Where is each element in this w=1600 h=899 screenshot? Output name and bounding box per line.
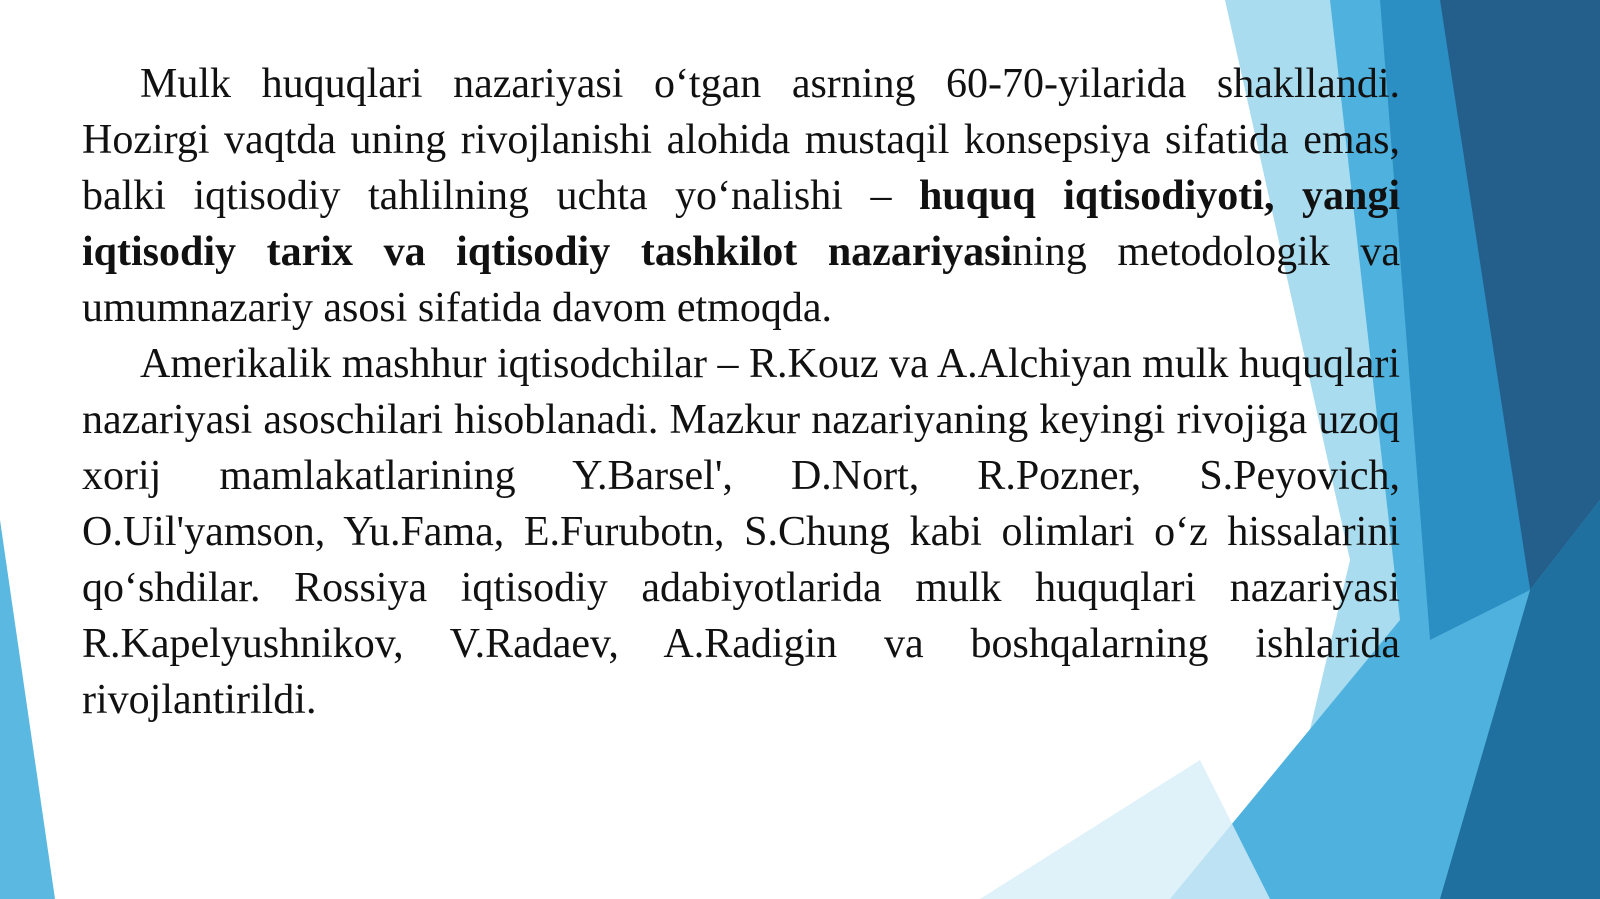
paragraph-1 [82, 56, 1400, 336]
paragraph-1-text-end: ning metodologik va umumnazariy asosi sifatida davom etmoqda. [82, 229, 1400, 331]
text-content [82, 56, 1400, 728]
paragraph-1-bold-text: huquq iqtisodiyoti, yangi iqtisodiy tarix va iqtisodiy tashkilot nazariyasi [82, 173, 1400, 275]
paragraph-2: Amerikalik mashhur iqtisodchilar – R.Kouz va A.Alchiyan mulk huquqlari nazariyasi asoschilari hisoblanadi. Mazkur nazariyaning keyingi rivojiga uzoq xorij mamlakatlarining Y.Barsel', D.Nort, R.Pozner, S.Peyovich, O.Uil'yamson, Yu.Fama, E.Furubotn, S.Chung kabi olimlari o‘z hissalarini qo‘shdilar. Rossiya iqtisodiy adabiyotlarida mulk huquqlari nazariyasi R.Kapelyushnikov, V.Radaev, A.Radigin va boshqalarning ishlarida rivojlantirildi. [82, 341, 1400, 723]
left-edge-shape [0, 520, 55, 899]
right-facet-bottom-light [980, 760, 1270, 899]
paragraph-1-text: Mulk huquqlari nazariyasi o‘tgan asrning 60-70-yilarida shakllandi. Hozirgi vaqtda uning rivojlanishi alohida mustaqil konsepsiya sifatida emas, balki iqtisodiy tahlilning uchta yo‘nalishi – [82, 61, 1400, 219]
